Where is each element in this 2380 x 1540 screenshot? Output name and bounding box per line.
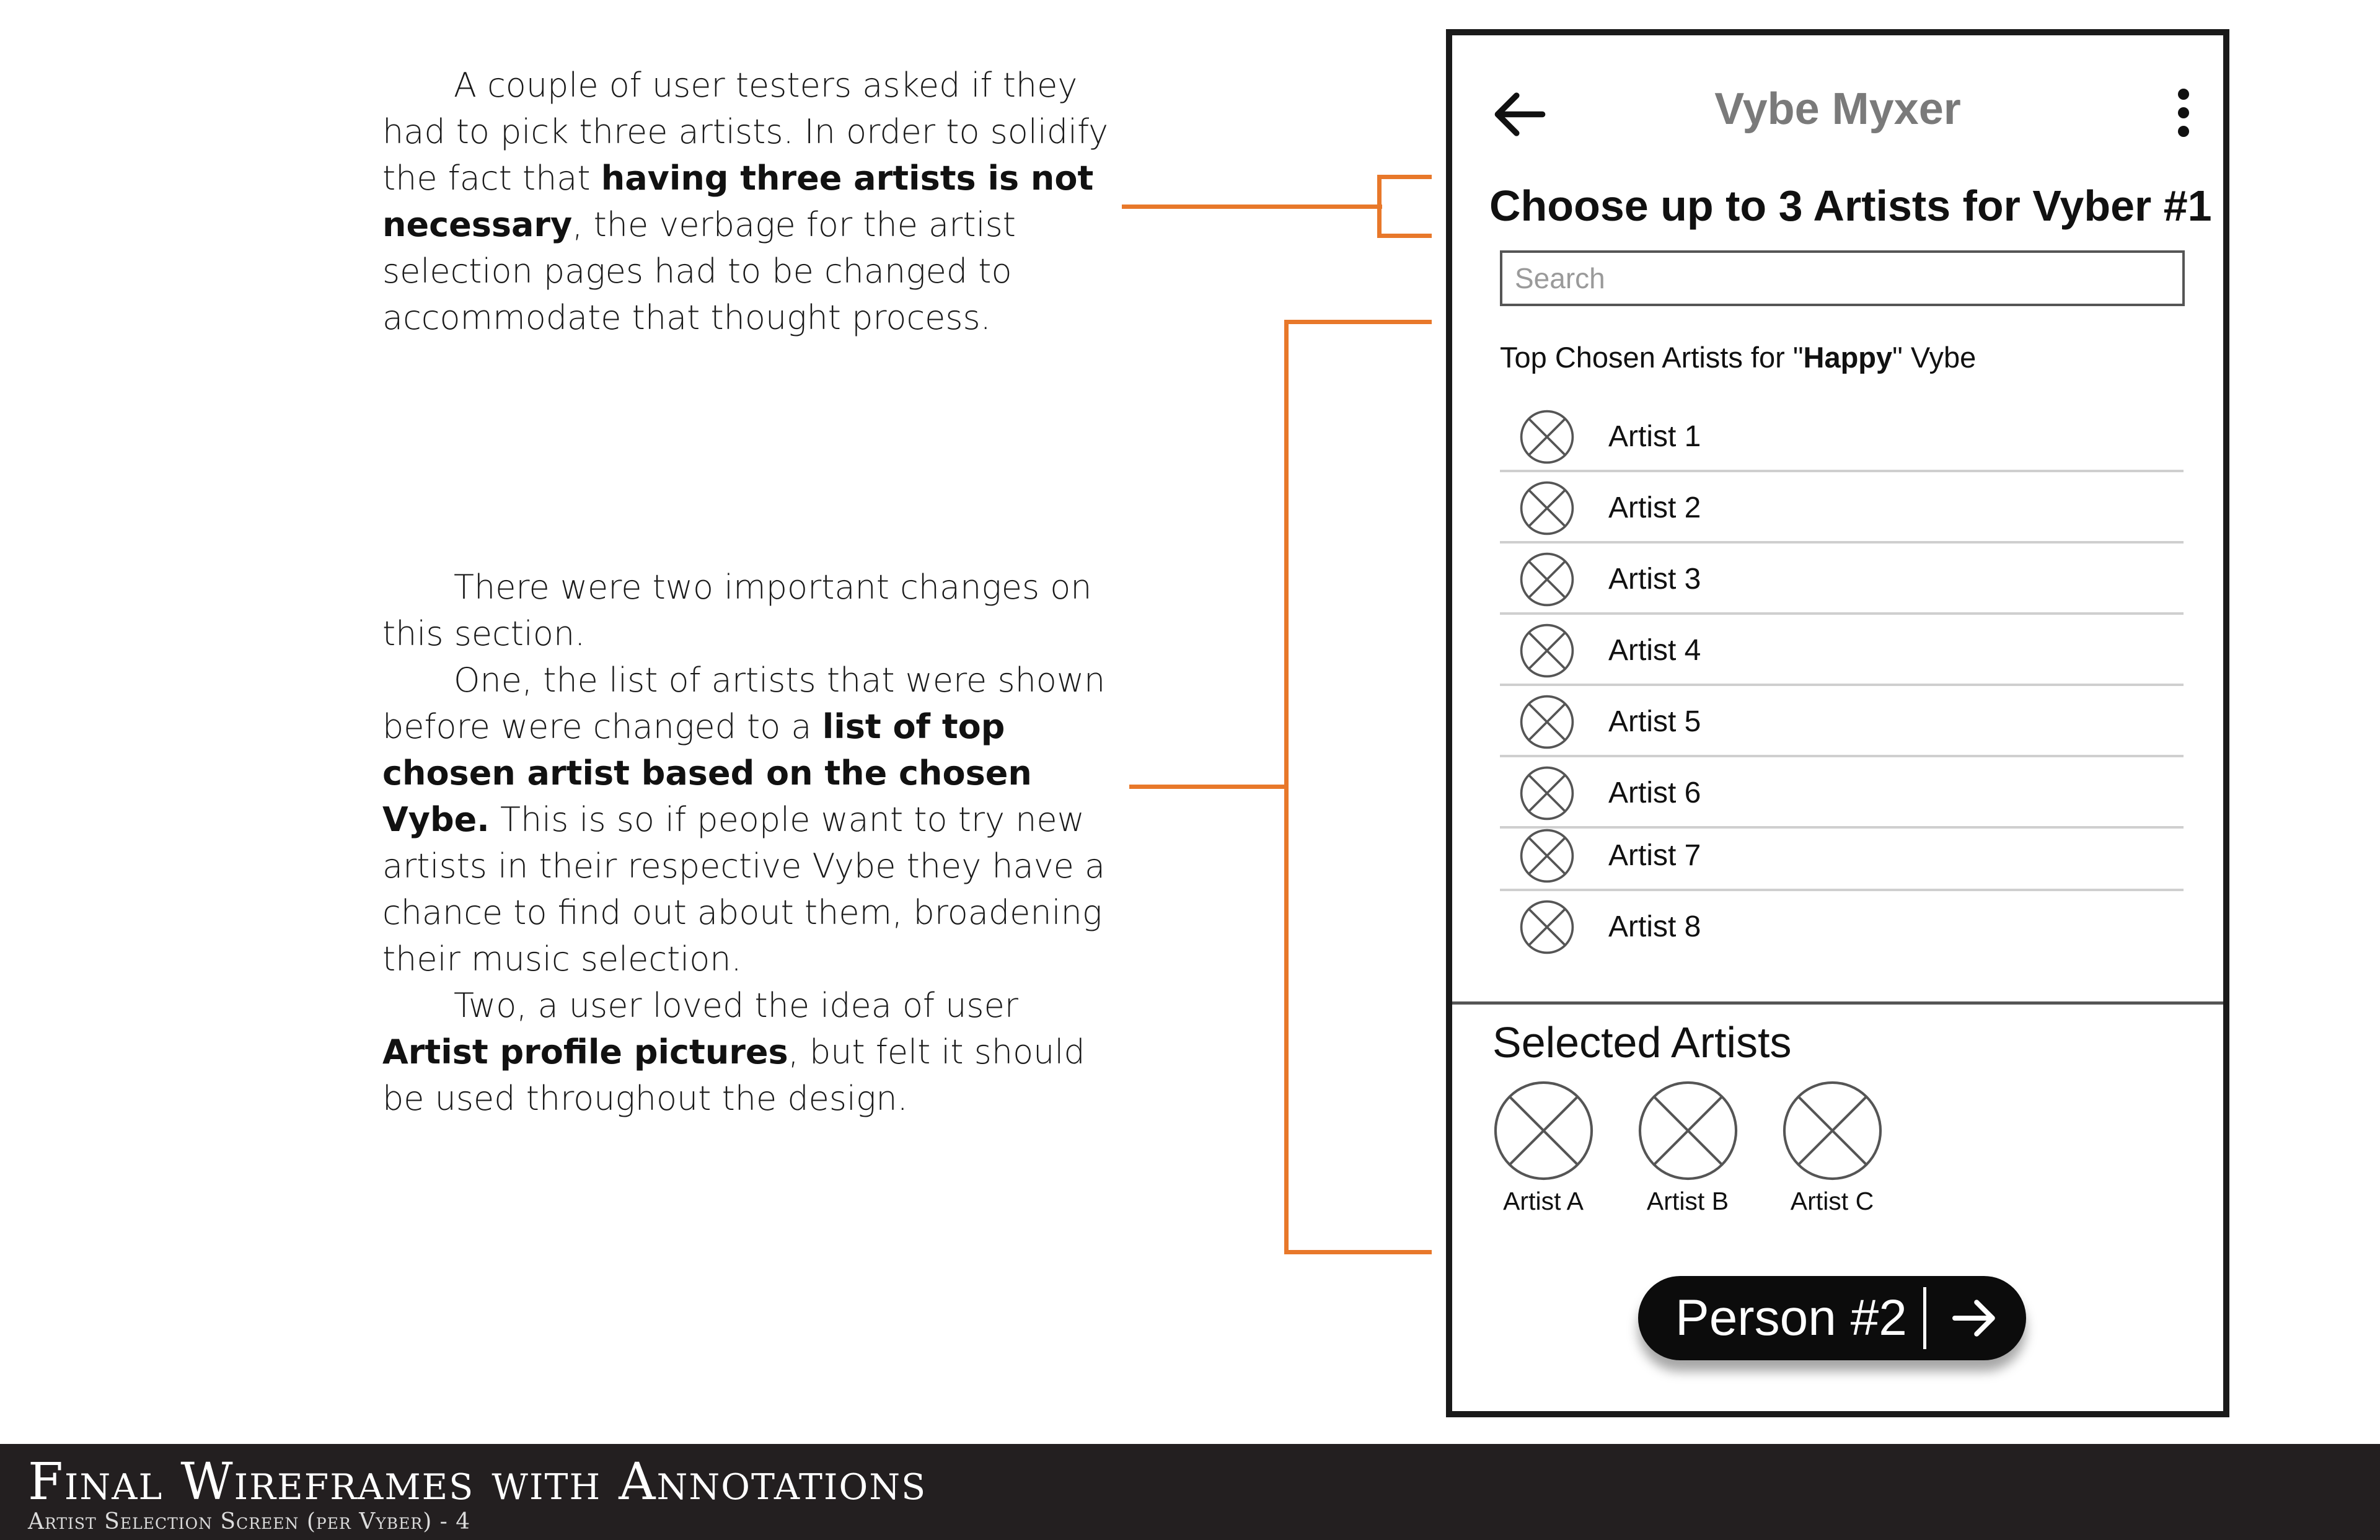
vybe-name: Happy — [1803, 341, 1893, 374]
selected-artist-avatar-icon — [1492, 1080, 1595, 1182]
artist-avatar-placeholder-icon — [1518, 622, 1576, 679]
annotation-section-changes — [382, 564, 1120, 1122]
annotation-text: A couple of user testers asked if they had to pick three artists. In order to solidify the fact that — [382, 66, 1109, 198]
annotation-emphasis: list of top chosen artist based on the chosen Vybe. — [382, 707, 1032, 839]
annotation-emphasis: Artist profile pictures — [382, 1032, 788, 1071]
artist-row[interactable] — [1500, 686, 2184, 757]
list-heading-prefix: Top Chosen Artists for " — [1500, 341, 1804, 374]
search-input[interactable] — [1500, 250, 2185, 306]
annotation-text: This is so if people want to try new artists in their respective Vybe they have a chance to find out about them, broadening their music selection. — [382, 800, 1106, 979]
selected-artist-name: Artist C — [1790, 1187, 1874, 1215]
annotation-emphasis: having three artists is not necessary — [382, 159, 1094, 244]
artist-name: Artist 7 — [1608, 839, 1701, 872]
connector-bracket — [1377, 175, 1382, 238]
connector-bracket — [1377, 175, 1432, 179]
list-heading — [1500, 340, 1976, 374]
artist-name: Artist 6 — [1608, 777, 1701, 809]
connector-bracket — [1284, 320, 1289, 1254]
phone-wireframe — [1446, 29, 2229, 1417]
connector-bracket — [1284, 1250, 1432, 1254]
artist-name: Artist 8 — [1608, 910, 1701, 943]
more-options-icon[interactable] — [2168, 85, 2199, 141]
forward-arrow-icon — [1950, 1293, 1999, 1343]
artist-name: Artist 1 — [1608, 420, 1701, 453]
selected-artist-name: Artist A — [1503, 1187, 1584, 1215]
next-person-button[interactable] — [1638, 1276, 2026, 1360]
artist-name: Artist 2 — [1608, 491, 1701, 524]
connector-line — [1129, 785, 1289, 789]
artist-row[interactable] — [1500, 891, 2184, 962]
artist-avatar-placeholder-icon — [1518, 480, 1576, 537]
connector-line — [1122, 205, 1382, 209]
annotation-paragraph: There were two important changes on this section. — [382, 568, 1092, 653]
artist-row[interactable] — [1500, 543, 2184, 615]
artist-name: Artist 4 — [1608, 634, 1701, 667]
app-title: Vybe Myxer — [1714, 84, 1961, 134]
artist-name: Artist 3 — [1608, 563, 1701, 596]
footer-title: Final Wireframes with Annotations — [28, 1453, 927, 1511]
artist-row[interactable] — [1500, 615, 2184, 686]
page-title: Choose up to 3 Artists for Vyber #1 — [1489, 182, 2212, 230]
selected-artist-name: Artist B — [1646, 1187, 1729, 1215]
connector-bracket — [1377, 234, 1432, 238]
selected-artists-title: Selected Artists — [1492, 1018, 1792, 1067]
artist-name: Artist 5 — [1608, 705, 1701, 738]
selected-artist-avatar-icon — [1637, 1080, 1739, 1182]
artist-row[interactable] — [1500, 820, 2184, 891]
artist-avatar-placeholder-icon — [1518, 693, 1576, 750]
annotation-paragraph — [382, 982, 1120, 1122]
footer-subtitle: Artist Selection Screen (per Vyber) - 4 — [28, 1509, 471, 1534]
annotation-text: Two, a user loved the idea of user — [454, 986, 1018, 1025]
artist-row[interactable] — [1500, 401, 2184, 472]
connector-bracket — [1284, 320, 1432, 324]
button-separator — [1923, 1287, 1926, 1349]
artist-avatar-placeholder-icon — [1518, 551, 1576, 608]
artist-row[interactable] — [1500, 757, 2184, 829]
section-divider — [1452, 1001, 2223, 1005]
artist-row[interactable] — [1500, 472, 2184, 543]
footer-band — [0, 1444, 2380, 1540]
annotation-text: , the verbage for the artist selection pages had to be changed to accommodate that thought process. — [382, 205, 1016, 337]
list-heading-suffix: " Vybe — [1892, 341, 1977, 374]
annotation-paragraph — [382, 657, 1120, 982]
artist-avatar-placeholder-icon — [1518, 408, 1576, 465]
selected-artist[interactable] — [1491, 1080, 1596, 1216]
annotation-text: One, the list of artists that were shown before were changed to a — [382, 661, 1106, 746]
artist-avatar-placeholder-icon — [1518, 765, 1576, 822]
artist-avatar-placeholder-icon — [1518, 899, 1576, 956]
annotation-text: , but felt it should be used throughout the design. — [382, 1032, 1085, 1118]
selected-artist[interactable] — [1635, 1080, 1740, 1216]
annotation-verbage-change — [382, 62, 1120, 341]
next-button-label: Person #2 — [1675, 1290, 1907, 1346]
selected-artist-avatar-icon — [1781, 1080, 1884, 1182]
artist-avatar-placeholder-icon — [1518, 827, 1576, 884]
selected-artist[interactable] — [1779, 1080, 1885, 1216]
